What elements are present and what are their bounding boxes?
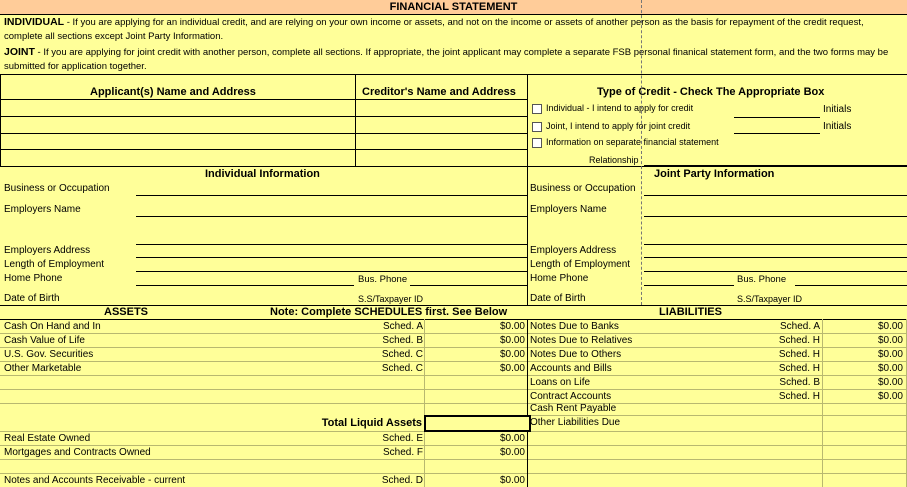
initials-label-2: Initials	[823, 121, 852, 132]
joint-employer-address-label: Employers Address	[530, 245, 617, 256]
ind-employer-name-label: Employers Name	[4, 204, 81, 215]
joint-dob-label: Date of Birth	[530, 293, 586, 304]
liability-sched: Sched. H	[778, 363, 820, 374]
asset-sched: Sched. B	[382, 335, 423, 346]
creditor-line-3[interactable]	[356, 134, 526, 148]
liabilities-header: LIABILITIES	[659, 306, 722, 318]
liability-sched: Sched. H	[778, 349, 820, 360]
individual-text: - If you are applying for an individual credit, and are relying on your own income or assets, and not on the income or assets of another person as the basis for repayment of the credit request, complete all sections except Joint Party Information.	[4, 17, 864, 42]
individual-label: INDIVIDUAL	[4, 16, 65, 28]
individual-info-header: Individual Information	[205, 168, 320, 180]
grid-line	[527, 74, 528, 166]
total-liquid-assets-label: Total Liquid Assets	[321, 417, 422, 429]
joint-business-field[interactable]	[644, 195, 907, 196]
joint-home-phone-field[interactable]	[644, 285, 734, 286]
ind-employer-name-field[interactable]	[136, 216, 527, 217]
initials-line-1[interactable]	[734, 117, 820, 118]
ind-employer-address-label: Employers Address	[4, 245, 91, 256]
liability-label: Contract Accounts	[530, 391, 612, 402]
joint-length-field[interactable]	[644, 271, 907, 272]
joint-credit-label: Joint, I intend to apply for joint credit	[546, 121, 691, 131]
relationship-label: Relationship	[589, 155, 639, 165]
page-break-guide	[641, 0, 642, 305]
applicant-header: Applicant(s) Name and Address	[90, 86, 256, 98]
liability-label: Loans on Life	[530, 377, 591, 388]
joint-text: - If you are applying for joint credit with another person, complete all sections. If appropriate, the joint applicant may complete a separate FSB personal finanical statement form, and the two forms may be submitted for application together.	[4, 47, 889, 72]
liability-label: Notes Due to Others	[530, 349, 622, 360]
grid-line	[0, 459, 907, 460]
ind-business-label: Business or Occupation	[4, 183, 110, 194]
initials-line-2[interactable]	[734, 133, 820, 134]
applicant-line-2[interactable]	[1, 117, 354, 132]
asset-amount[interactable]: $0.00	[499, 335, 525, 346]
total-liquid-assets-cell[interactable]	[424, 415, 531, 432]
creditor-header: Creditor's Name and Address	[362, 86, 516, 98]
ind-bus-phone-label: Bus. Phone	[358, 274, 408, 285]
ind-dob-label: Date of Birth	[4, 293, 60, 304]
asset-sched: Sched. C	[381, 363, 423, 374]
joint-bus-phone-field[interactable]	[795, 285, 907, 286]
grid-line	[0, 149, 527, 150]
asset-amount[interactable]: $0.00	[499, 433, 525, 444]
ind-length-field[interactable]	[136, 271, 527, 272]
asset-amount[interactable]: $0.00	[499, 475, 525, 486]
asset-label: Notes and Accounts Receivable - current	[4, 475, 186, 486]
asset-sched: Sched. C	[381, 349, 423, 360]
liability-sched: Sched. B	[779, 377, 820, 388]
ind-employer-blank-field[interactable]	[136, 244, 527, 245]
assets-header: ASSETS	[104, 306, 149, 318]
type-of-credit-header: Type of Credit - Check The Appropriate Box	[597, 86, 825, 98]
joint-length-label: Length of Employment	[530, 259, 631, 270]
applicant-line-3[interactable]	[1, 134, 354, 148]
liability-label: Other Liabilities Due	[530, 417, 621, 428]
liability-label: Accounts and Bills	[530, 363, 612, 374]
ind-home-phone-label: Home Phone	[4, 273, 63, 284]
asset-amount[interactable]: $0.00	[499, 349, 525, 360]
creditor-line-2[interactable]	[356, 117, 526, 132]
liability-amount[interactable]: $0.00	[877, 391, 903, 402]
relationship-line[interactable]	[644, 165, 907, 166]
grid-line	[0, 403, 907, 404]
liability-amount[interactable]: $0.00	[877, 335, 903, 346]
liability-sched: Sched. A	[779, 321, 820, 332]
intro-joint	[4, 45, 902, 74]
asset-label: Other Marketable	[4, 363, 82, 374]
ind-home-phone-field[interactable]	[136, 285, 354, 286]
asset-label: Real Estate Owned	[4, 433, 91, 444]
liability-amount[interactable]: $0.00	[877, 377, 903, 388]
liability-amount[interactable]: $0.00	[877, 349, 903, 360]
schedules-note: Note: Complete SCHEDULES first. See Below	[270, 306, 508, 318]
ind-business-field[interactable]	[136, 195, 527, 196]
grid-line	[527, 319, 528, 487]
joint-employer-blank-field[interactable]	[644, 244, 907, 245]
joint-home-phone-label: Home Phone	[530, 273, 589, 284]
form-title: FINANCIAL STATEMENT	[0, 0, 907, 15]
liability-amount[interactable]: $0.00	[877, 321, 903, 332]
liability-label: Notes Due to Relatives	[530, 335, 633, 346]
joint-label: JOINT	[4, 46, 35, 58]
asset-sched: Sched. F	[382, 447, 423, 458]
asset-label: U.S. Gov. Securities	[4, 349, 94, 360]
individual-credit-label: Individual - I intend to apply for credit	[546, 103, 694, 113]
ind-employer-address-field[interactable]	[136, 257, 527, 258]
asset-amount[interactable]: $0.00	[499, 363, 525, 374]
separate-statement-checkbox[interactable]	[532, 138, 542, 148]
asset-sched: Sched. D	[381, 475, 423, 486]
asset-sched: Sched. A	[382, 321, 423, 332]
asset-label: Cash On Hand and In	[4, 321, 101, 332]
intro-divider	[0, 74, 907, 75]
asset-label: Mortgages and Contracts Owned	[4, 447, 151, 458]
applicant-line-1[interactable]	[1, 100, 354, 115]
joint-employer-name-label: Employers Name	[530, 204, 607, 215]
ind-bus-phone-field[interactable]	[410, 285, 527, 286]
joint-credit-checkbox[interactable]	[532, 122, 542, 132]
grid-line	[0, 166, 907, 167]
joint-employer-name-field[interactable]	[644, 216, 907, 217]
ind-ssn-label: S.S/Taxpayer ID	[358, 294, 424, 304]
liability-label: Notes Due to Banks	[530, 321, 619, 332]
individual-credit-checkbox[interactable]	[532, 104, 542, 114]
joint-ssn-label: S.S/Taxpayer ID	[737, 294, 803, 304]
joint-info-header: Joint Party Information	[654, 168, 775, 180]
joint-business-label: Business or Occupation	[530, 183, 636, 194]
joint-employer-address-field[interactable]	[644, 257, 907, 258]
joint-bus-phone-label: Bus. Phone	[737, 274, 787, 285]
asset-label: Cash Value of Life	[4, 335, 85, 346]
liability-sched: Sched. H	[778, 335, 820, 346]
grid-line	[527, 166, 528, 305]
asset-amount[interactable]: $0.00	[499, 321, 525, 332]
intro-individual	[4, 15, 902, 44]
initials-label-1: Initials	[823, 104, 852, 115]
asset-amount[interactable]: $0.00	[499, 447, 525, 458]
liability-sched: Sched. H	[778, 391, 820, 402]
liability-label: Cash Rent Payable	[530, 403, 617, 414]
asset-sched: Sched. E	[382, 433, 423, 444]
liability-amount[interactable]: $0.00	[877, 363, 903, 374]
creditor-line-1[interactable]	[356, 100, 526, 115]
ind-length-label: Length of Employment	[4, 259, 105, 270]
separate-statement-label: Information on separate financial statement	[546, 137, 719, 147]
